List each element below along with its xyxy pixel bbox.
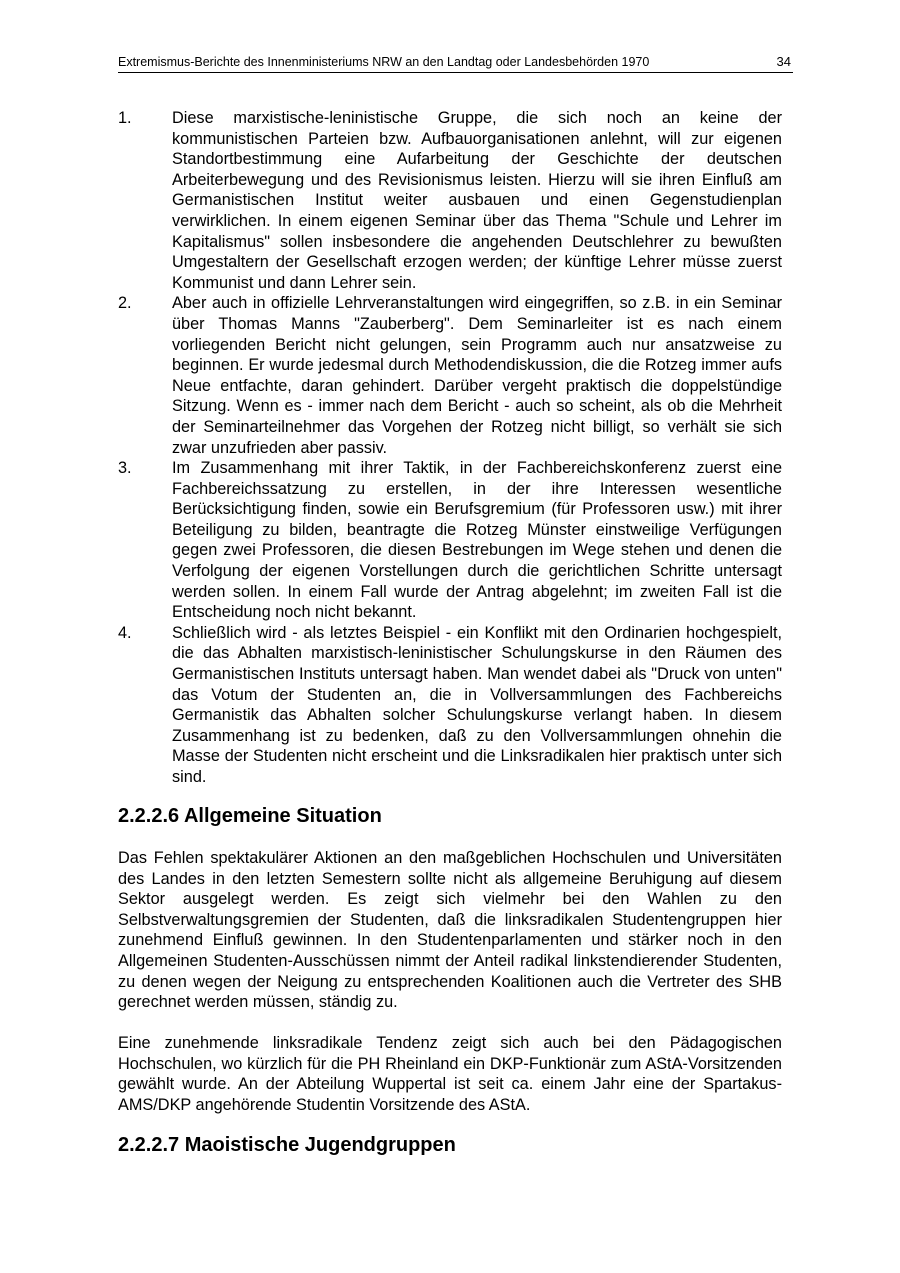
paragraph: Das Fehlen spektakulärer Aktionen an den maßgeblichen Hochschulen und Universitäten des Landes in den letzten Semestern sollte nicht als allgemeine Beruhigung auf diesem Sektor ausgelegt werden. Es zeigt sich vielmehr bei den Wahlen zu den Selbstverwaltungsgremien der Studenten, daß die linksradikalen Studentengruppen hier zunehmend Einfluß gewinnen. In den Studentenparlamenten und stärker noch in den Allgemeinen Studenten-Ausschüssen nimmt der Anteil radikal linkstendierender Studenten, zu denen wegen der Neigung zu entsprechenden Koalitionen auch die Vertreter des SHB gerechnet werden müssen, ständig zu. <box>118 849 782 1012</box>
list-item <box>118 623 782 788</box>
list-item-text: Diese marxistische-leninistische Gruppe, die sich noch an keine der kommunistischen Parteien bzw. Aufbauorganisationen anlehnt, will zur eigenen Standortbestimmung eine Aufarbeitung der Geschichte der deutschen Arbeiterbewegung und des Revisionismus leisten. Hierzu will sie ihren Einfluß am Germanistischen Institut weiter ausbauen und einen Gegenstudienplan verwirklichen. In einem eigenen Seminar über das Thema "Schule und Lehrer im Kapitalismus" sollen insbesondere die angehenden Deutschlehrer zu bewußten Umgestaltern der Gesellschaft erzogen werden; der künftige Lehrer müsse zuerst Kommunist und dann Lehrer sein. <box>172 109 782 292</box>
list-item-number: 3. <box>118 459 132 478</box>
paragraph: Eine zunehmende linksradikale Tendenz zeigt sich auch bei den Pädagogischen Hochschulen, wo kürzlich für die PH Rheinland ein DKP-Funktionär zum AStA-Vorsitzenden gewählt wurde. An der Abteilung Wuppertal ist seit ca. einem Jahr eine der Spartakus-AMS/DKP angehörende Studentin Vorsitzende des AStA. <box>118 1034 782 1114</box>
list-item-text: Schließlich wird - als letztes Beispiel - ein Konflikt mit den Ordinarien hochgespielt, die das Abhalten marxistisch-leninistischer Schulungskurse in den Räumen des Germanistischen Instituts untersagt haben. Man wendet dabei als "Druck von unten" das Votum der Studenten an, die in Vollversammlungen des Fachbereichs Germanistik das Abhalten solcher Schulungskurse verlangt haben. In diesem Zusammenhang ist zu bedenken, daß zu den Vollversammlungen ohnehin die Masse der Studenten nicht erscheint und die Linksradikalen hier praktisch unter sich sind. <box>172 623 782 786</box>
section-heading-allgemeine-situation: 2.2.2.6 Allgemeine Situation <box>118 805 382 827</box>
page-number: 34 <box>776 54 791 69</box>
list-item-number: 1. <box>118 109 132 127</box>
list-item <box>118 458 782 623</box>
list-item-number: 2. <box>118 294 132 313</box>
numbered-list <box>118 108 782 788</box>
list-item <box>118 108 782 293</box>
list-item-number: 4. <box>118 623 132 642</box>
list-item-text: Im Zusammenhang mit ihrer Taktik, in der Fachbereichskonferenz zuerst eine Fachbereichssatzung zu erstellen, in der ihre Interessen wesentliche Berücksichtigung finden, sowie ein Berufsgremium (für Professoren usw.) mit ihrer Beteiligung zu bilden, beantragte die Rotzeg Münster einstweilige Verfügungen gegen zwei Professoren, die diesen Bestrebungen im Wege stehen und denen die Verfolgung der eigenen Vorstellungen durch die gerichtlichen Schritte untersagt werden sollen. In einem Fall wurde der Antrag abgelehnt; im zweiten Fall ist die Entscheidung noch nicht bekannt. <box>172 459 782 622</box>
header-title: Extremismus-Berichte des Innenministeriums NRW an den Landtag oder Landesbehörden 1970 <box>118 55 650 69</box>
page-header <box>118 54 793 73</box>
section-heading-maoistische-jugendgruppen: 2.2.2.7 Maoistische Jugendgruppen <box>118 1134 456 1156</box>
list-item-text: Aber auch in offizielle Lehrveranstaltungen wird eingegriffen, so z.B. in ein Seminar über Thomas Manns "Zauberberg". Dem Seminarleiter ist es nach einem vorliegenden Bericht nicht gelungen, sein Programm auch nur ansatzweise zu beginnen. Er wurde jedesmal durch Methodendiskussion, die die Rotzeg immer aufs Neue entfachte, daran gehindert. Darüber vergeht praktisch die doppelstündige Sitzung. Wenn es - immer nach dem Bericht - auch so scheint, als ob die Mehrheit der Seminarteilnehmer das Vorgehen der Rotzeg nicht billigt, so verhält sie sich zwar unzufrieden aber passiv. <box>172 294 782 457</box>
list-item <box>118 293 782 458</box>
